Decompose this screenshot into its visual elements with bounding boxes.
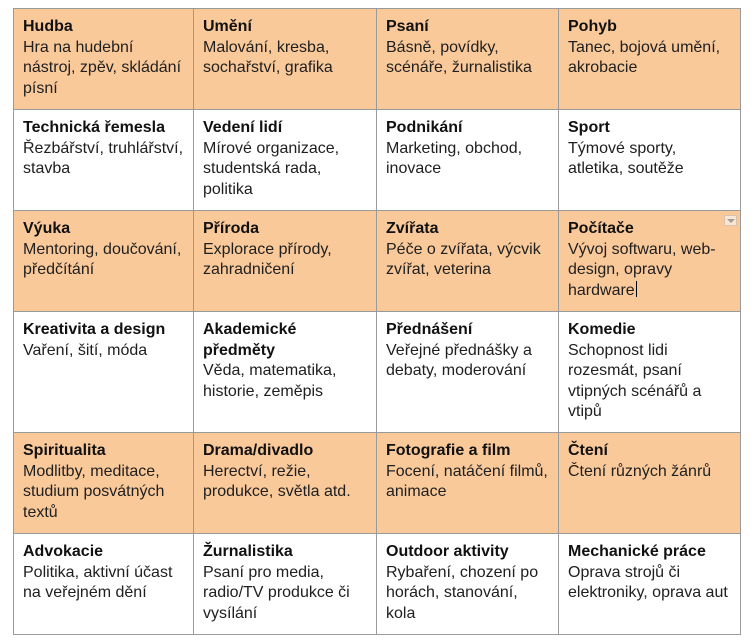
cell-description: Básně, povídky, scénáře, žurnalistika	[386, 38, 532, 76]
table-cell[interactable]	[14, 110, 194, 211]
cell-title: Podnikání	[386, 119, 463, 136]
cell-title: Příroda	[203, 220, 260, 237]
table-cell[interactable]	[194, 534, 377, 635]
table-row	[14, 110, 741, 211]
cell-description: Malování, kresba, sochařství, grafika	[203, 38, 333, 76]
table-cell[interactable]	[377, 110, 559, 211]
table-cell[interactable]	[14, 534, 194, 635]
cell-description: Vaření, šití, móda	[23, 341, 148, 359]
table-cell[interactable]	[559, 534, 741, 635]
table-cell[interactable]	[559, 9, 741, 110]
cell-description: Věda, matematika, historie, zeměpis	[203, 362, 337, 400]
cell-title: Vedení lidí	[203, 119, 283, 136]
table-cell[interactable]	[14, 211, 194, 312]
cell-description: Týmové sporty, atletika, soutěže	[568, 139, 684, 177]
cell-title: Fotografie a film	[386, 442, 511, 459]
table-cell[interactable]	[194, 211, 377, 312]
table-cell[interactable]	[559, 433, 741, 534]
interest-grid	[13, 8, 741, 635]
interest-table	[13, 8, 741, 635]
cell-title: Mechanické práce	[568, 543, 706, 560]
cell-description	[568, 240, 732, 302]
cell-title: Čtení	[568, 442, 608, 459]
cell-description: Modlitby, meditace, studium posvátných textů	[23, 462, 165, 521]
cell-description: Mírové organizace, studentská rada, politika	[203, 139, 340, 198]
cell-title: Psaní	[386, 18, 429, 35]
table-cell[interactable]	[559, 312, 741, 433]
cell-title: Přednášení	[386, 321, 473, 338]
cell-description: Péče o zvířata, výcvik zvířat, veterina	[386, 240, 541, 278]
cell-description: Schopnost lidi rozesmát, psaní vtipných scénářů a vtipů	[568, 341, 702, 420]
table-row	[14, 9, 741, 110]
cell-description: Oprava strojů či elektroniky, oprava aut	[568, 563, 728, 601]
cell-description: Psaní pro media, radio/TV produkce či vysílání	[203, 563, 350, 622]
table-cell[interactable]	[14, 9, 194, 110]
table-cell-active[interactable]	[559, 211, 741, 312]
table-cell[interactable]	[377, 534, 559, 635]
cell-title: Výuka	[23, 220, 71, 237]
text-cursor	[636, 281, 637, 297]
cell-description: Explorace přírody, zahradničení	[203, 240, 332, 278]
table-cell[interactable]	[14, 433, 194, 534]
cell-description: Mentoring, doučování, předčítání	[23, 240, 182, 278]
table-cell[interactable]	[377, 9, 559, 110]
cell-title: Akademické předměty	[203, 321, 297, 359]
table-row	[14, 312, 741, 433]
table-cell[interactable]	[377, 433, 559, 534]
cell-title: Kreativita a design	[23, 321, 166, 338]
cell-description: Čtení různých žánrů	[568, 462, 712, 480]
table-row	[14, 211, 741, 312]
table-cell[interactable]	[377, 211, 559, 312]
cell-description: Politika, aktivní účast na veřejném dění	[23, 563, 173, 601]
table-cell[interactable]	[194, 9, 377, 110]
table-row	[14, 534, 741, 635]
cell-title: Počítače	[568, 220, 634, 237]
table-cell[interactable]	[377, 312, 559, 433]
table-cell[interactable]	[194, 312, 377, 433]
cell-dropdown-icon[interactable]	[724, 215, 737, 226]
cell-title: Komedie	[568, 321, 636, 338]
cell-description: Tanec, bojová umění, akrobacie	[568, 38, 721, 76]
cell-description: Focení, natáčení filmů, animace	[386, 462, 548, 500]
table-row	[14, 433, 741, 534]
cell-description: Marketing, obchod, inovace	[386, 139, 523, 177]
cell-title: Sport	[568, 119, 610, 136]
table-cell[interactable]	[194, 433, 377, 534]
cell-title: Pohyb	[568, 18, 617, 35]
cell-title: Umění	[203, 18, 252, 35]
table-cell[interactable]	[194, 110, 377, 211]
cell-description: Hra na hudební nástroj, zpěv, skládání písní	[23, 38, 182, 97]
cell-description: Veřejné přednášky a debaty, moderování	[386, 341, 532, 379]
cell-title: Drama/divadlo	[203, 442, 314, 459]
cell-description: Herectví, režie, produkce, světla atd.	[203, 462, 351, 500]
cell-description-text: Vývoj softwaru, web-design, opravy hardware	[568, 240, 716, 299]
cell-title: Advokacie	[23, 543, 104, 560]
cell-title: Spiritualita	[23, 442, 106, 459]
cell-title: Hudba	[23, 18, 73, 35]
cell-title: Technická řemesla	[23, 119, 166, 136]
table-cell[interactable]	[559, 110, 741, 211]
cell-title: Outdoor aktivity	[386, 543, 509, 560]
cell-title: Žurnalistika	[203, 543, 293, 560]
cell-description: Řezbářství, truhlářství, stavba	[23, 139, 184, 177]
cell-description: Rybaření, chození po horách, stanování, kola	[386, 563, 539, 622]
table-cell[interactable]	[14, 312, 194, 433]
cell-title: Zvířata	[386, 220, 439, 237]
